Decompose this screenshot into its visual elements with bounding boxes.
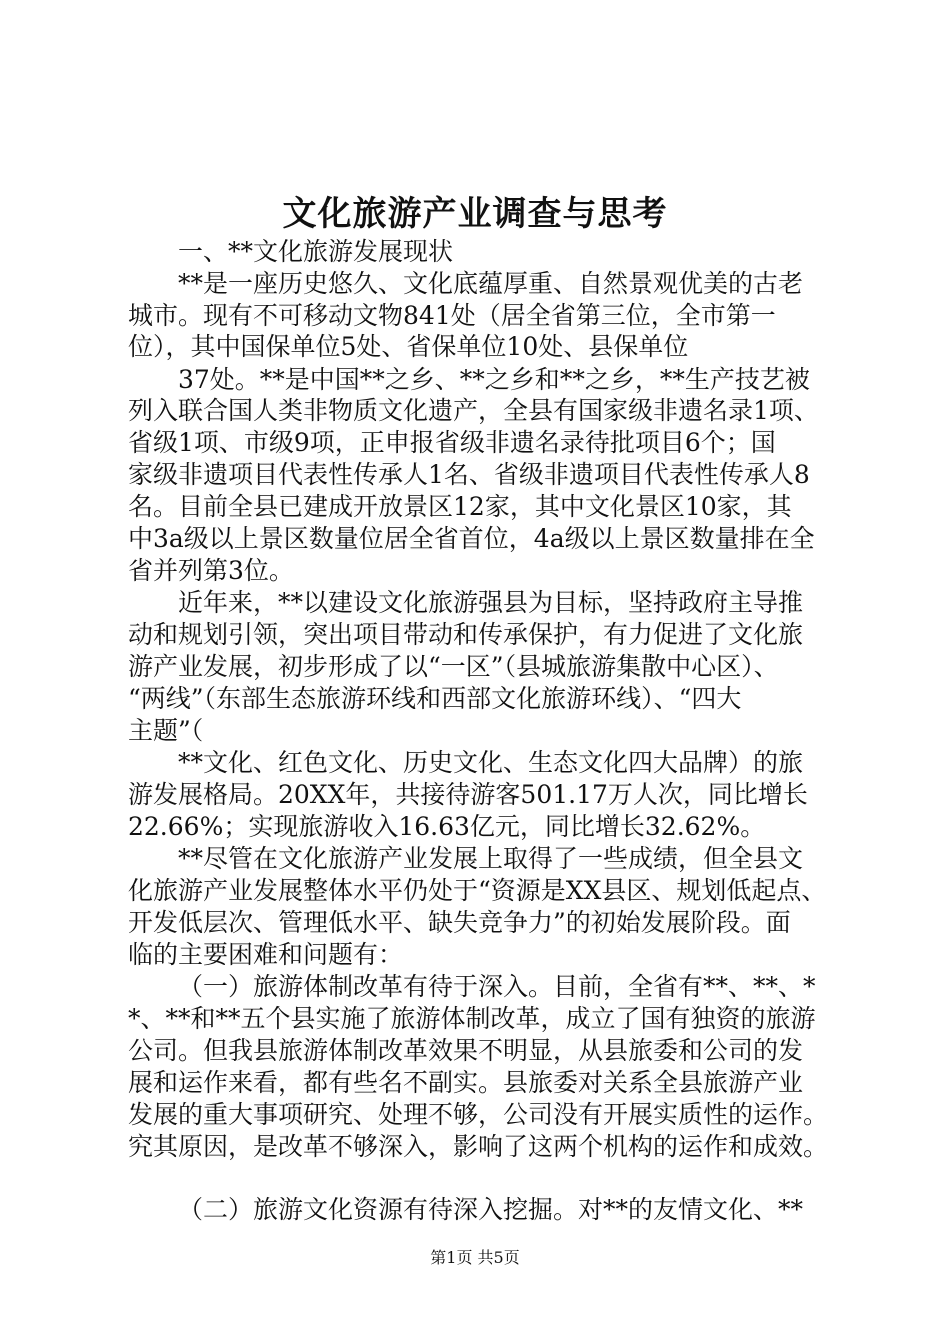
paragraph-line: *、**和**五个县实施了旅游体制改革，成立了国有独资的旅游 <box>128 1004 816 1033</box>
paragraph-line: **文化、红色文化、历史文化、生态文化四大品牌）的旅 <box>178 748 804 777</box>
paragraph-line: 列入联合国人类非物质文化遗产，全县有国家级非遗名录1项、 <box>128 396 819 425</box>
document-title: 文化旅游产业调查与思考 <box>282 194 668 234</box>
paragraph-line: （二）旅游文化资源有待深入挖掘。对**的友情文化、** <box>178 1195 804 1224</box>
paragraph-line: 省级1项、市级9项，正申报省级非遗名录待批项目6个；国 <box>128 428 776 457</box>
paragraph-line: 省并列第3位。 <box>128 556 294 585</box>
paragraph-line: **尽管在文化旅游产业发展上取得了一些成绩，但全县文 <box>178 844 804 873</box>
page-number: 第1页 共5页 <box>430 1248 520 1267</box>
paragraph-line: 位），其中国保单位5处、省保单位10处、县保单位 <box>128 332 689 361</box>
paragraph-line: 动和规划引领，突出项目带动和传承保护，有力促进了文化旅 <box>128 620 804 649</box>
paragraph-line: 中3a级以上景区数量位居全省首位，4a级以上景区数量排在全 <box>128 524 815 553</box>
paragraph-line: 展和运作来看，都有些名不副实。县旅委对关系全县旅游产业 <box>128 1068 804 1097</box>
paragraph-line: “两线”（东部生态旅游环线和西部文化旅游环线）、“四大 <box>128 684 742 713</box>
paragraph-line: 临的主要困难和问题有： <box>128 940 404 969</box>
paragraph-line: 名。目前全县已建成开放景区12家，其中文化景区10家，其 <box>128 492 792 521</box>
paragraph-line: 开发低层次、管理低水平、缺失竞争力”的初始发展阶段。面 <box>128 908 791 937</box>
paragraph-line: 家级非遗项目代表性传承人1名、省级非遗项目代表性传承人8 <box>128 460 810 489</box>
paragraph-line: **是一座历史悠久、文化底蕴厚重、自然景观优美的古老 <box>178 269 804 298</box>
paragraph-line: 究其原因，是改革不够深入，影响了这两个机构的运作和成效。 <box>128 1132 829 1161</box>
paragraph-line: 公司。但我县旅游体制改革效果不明显，从县旅委和公司的发 <box>128 1036 804 1065</box>
paragraph-line: 游发展格局。20XX年，共接待游客501.17万人次，同比增长 <box>128 780 808 809</box>
paragraph-line: （一）旅游体制改革有待于深入。目前，全省有**、**、* <box>178 972 816 1001</box>
paragraph-line: 22.66%；实现旅游收入16.63亿元，同比增长32.62%。 <box>128 812 766 841</box>
paragraph-line: 主题”（ <box>128 716 204 745</box>
paragraph-line: 近年来，**以建设文化旅游强县为目标，坚持政府主导推 <box>178 588 804 617</box>
paragraph-line: 城市。现有不可移动文物841处（居全省第三位，全市第一 <box>128 301 776 330</box>
paragraph-line: 游产业发展，初步形成了以“一区”（县城旅游集散中心区）、 <box>128 652 779 681</box>
paragraph-line: 发展的重大事项研究、处理不够，公司没有开展实质性的运作。 <box>128 1100 829 1129</box>
paragraph-line: 化旅游产业发展整体水平仍处于“资源是XX县区、规划低起点、 <box>128 876 827 905</box>
paragraph-line: 37处。**是中国**之乡、**之乡和**之乡，**生产技艺被 <box>178 365 810 394</box>
section-heading: 一、**文化旅游发展现状 <box>178 237 454 266</box>
